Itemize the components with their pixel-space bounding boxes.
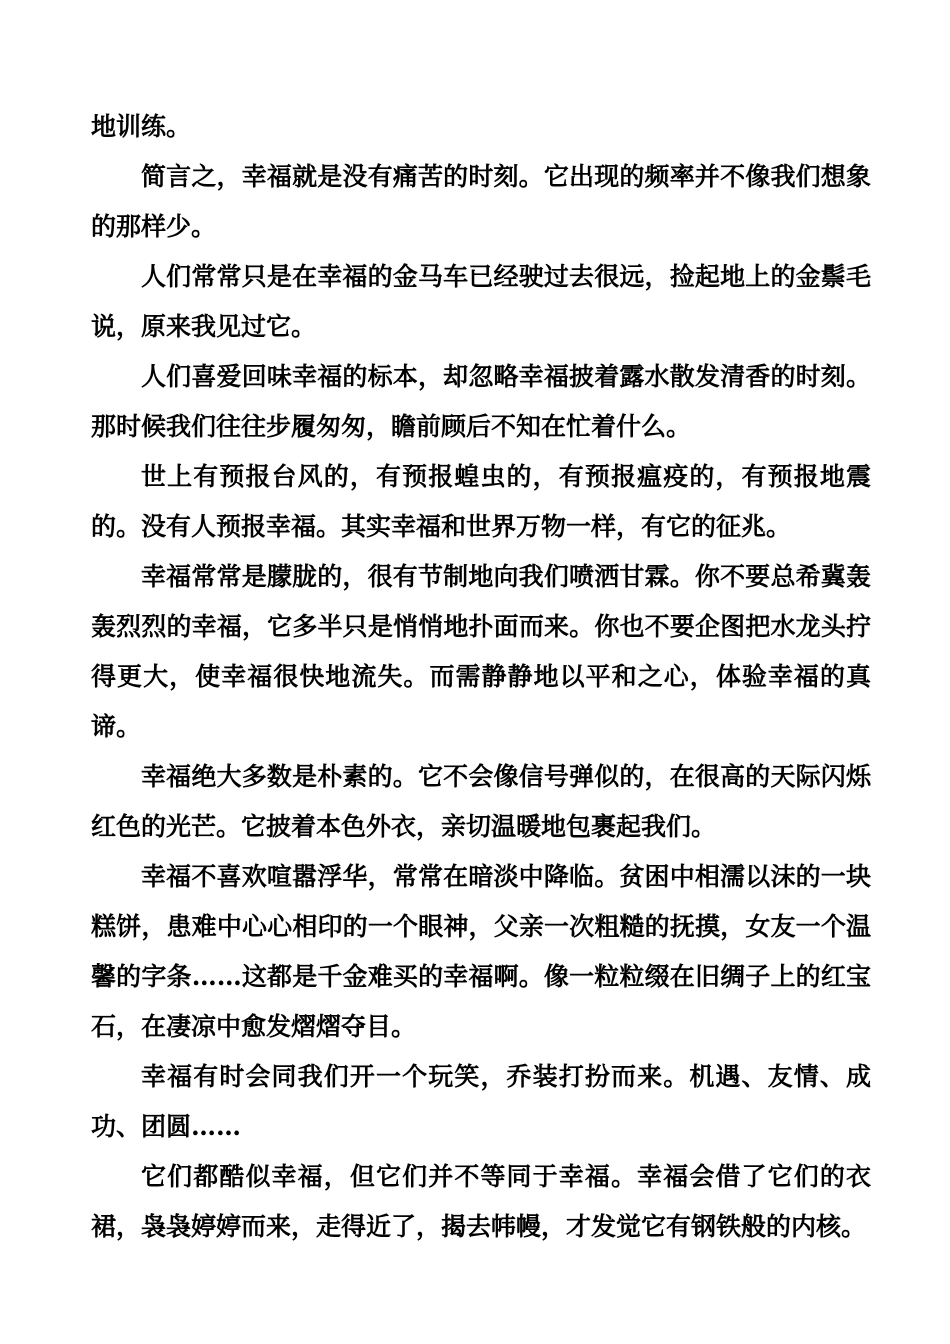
paragraph: 它们都酷似幸福，但它们并不等同于幸福。幸福会借了它们的衣裙，袅袅婷婷而来，走得近了，揭去帏幔，才发觉它有钢铁般的内核。 [91,1162,871,1241]
paragraph: 人们常常只是在幸福的金马车已经驶过去很远，捡起地上的金鬃毛说，原来我见过它。 [91,262,871,341]
paragraph: 幸福绝大多数是朴素的。它不会像信号弹似的，在很高的天际闪烁红色的光芒。它披着本色外衣，亲切温暖地包裹起我们。 [91,762,871,841]
paragraph: 幸福有时会同我们开一个玩笑，乔装打扮而来。机遇、友情、成功、团圆…… [91,1062,871,1141]
paragraph: 幸福常常是朦胧的，很有节制地向我们喷洒甘霖。你不要总希冀轰轰烈烈的幸福，它多半只是悄悄地扑面而来。你也不要企图把水龙头拧得更大，使幸福很快地流失。而需静静地以平和之心，体验幸福的真谛。 [91,562,871,741]
paragraph-continued: 地训练。 [91,112,192,141]
paragraph: 世上有预报台风的，有预报蝗虫的，有预报瘟疫的，有预报地震的。没有人预报幸福。其实幸福和世界万物一样，有它的征兆。 [91,462,871,541]
paragraph: 简言之，幸福就是没有痛苦的时刻。它出现的频率并不像我们想象的那样少。 [91,162,871,241]
document-page [91,102,871,1252]
paragraph: 幸福不喜欢喧嚣浮华，常常在暗淡中降临。贫困中相濡以沫的一块糕饼，患难中心心相印的一个眼神，父亲一次粗糙的抚摸，女友一个温馨的字条……这都是千金难买的幸福啊。像一粒粒缀在旧绸子上的红宝石，在凄凉中愈发熠熠夺目。 [91,862,871,1041]
paragraph: 人们喜爱回味幸福的标本，却忽略幸福披着露水散发清香的时刻。那时候我们往往步履匆匆，瞻前顾后不知在忙着什么。 [91,362,871,441]
